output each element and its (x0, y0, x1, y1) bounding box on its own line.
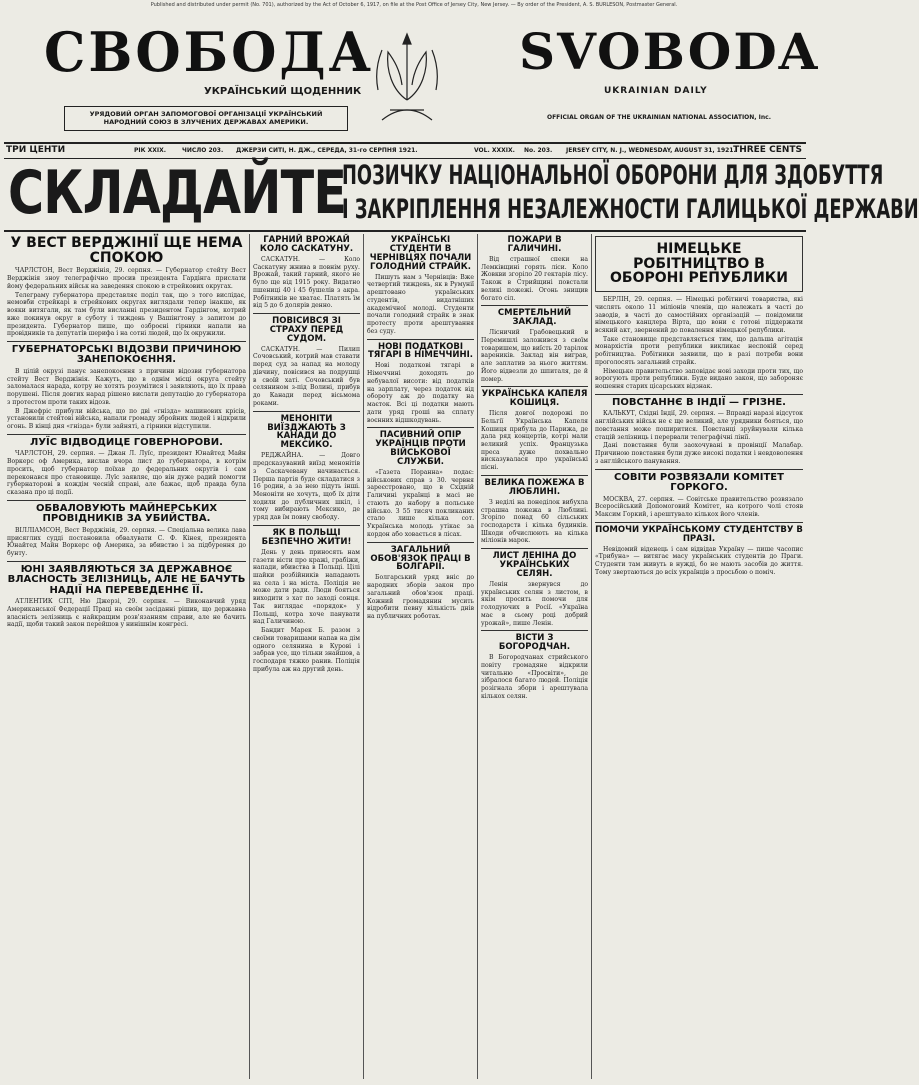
article-text: ЧАРЛСТОН, 29. серпня. — Джан Л. Луїс, президент Юнайтед Майн Воркерс оф Америка, вислав вчора лист до губернатора, в котрім просить, щоб губернатор поїхав до федеральних округів і сам переконався про становище. Луїс заявляє, що він дуже радий помогти губернаторові в кождім чесній справі, але бажає, щоб правда була сказана про ці події. (7, 450, 246, 497)
article-text: САСКАТУН. — Коло Саскатуну жнива в повнім руху. Врожай, такий гарний, якого не було ще від 1915 року. Видатно пшениці 40 і 45 бушелів з акра. Робітників не хватає. Платять їм від 5 до 6 долярів денно. (253, 255, 360, 310)
article-text: САСКАТУН. — Пилип Сочовський, котрий мав ставати перед суд за напад на молоду дівчину, повісився на подрушці в своїй хаті. Сочовський був селянином з-під Волині, прибув до Канади перед вісьмома роками. (253, 345, 360, 407)
column-4 (478, 234, 592, 1079)
article-text: Невідомий віденець і сам відвідав Україну — пише часопис «Трибуна» — витягає масу українських студентів до Праги. Студенти там живуть в нужді, бо не мають засобів до життя. Тому звертаються до всіх українців з просьбою о поміч. (595, 545, 803, 576)
masthead-subtitle-cyrillic: УКРАЇНСЬКИЙ ЩОДЕННИК (204, 86, 362, 97)
article-text: В цілій окрузі панує занепокоєння з причини відозви губернатора стейту Вест Верджінія. Кажуть, що в однім місці округа стейту заломалася нарада, котру не хотять розумітися і заявляють, що їх права порушені. Після довгих нарад рішено вислати депутацію до губернатора з протестом проти таких відозв. (7, 367, 246, 406)
article-text: Болгарський уряд вніс до народних зборів закон про загальний обов'язок праці. Кожний громадянин мусить відробити певну кількість днів на публичних роботах. (367, 574, 474, 621)
headline: ГУБЕРНАТОРСЬКІ ВІДОЗВИ ПРИЧИНОЮ ЗАНЕПОКОЄННЯ. (11, 343, 242, 366)
column-2 (250, 234, 364, 1079)
postal-permit-line: Published and distributed under permit (No. 701), authorized by the Act of October 6, 1917, on file at the Post Office of Jersey City, New Jersey. — By order of the President, A. S. BURLESON, Postmaster General. (150, 2, 678, 8)
headline: СОВІТИ РОЗВЯЗАЛИ КОМІТЕТ ГОРКОГО. (614, 471, 784, 494)
article-text: ЧАРЛСТОН, Вест Верджінія, 29. серпня. — Губернатор стейту Вест Верджінія зноу телеграфічно просив президента Гардінга прислати йому федеральних військ на заведення спокою в стрейкових округах. (7, 267, 246, 290)
banner-line-1: ПОЗИЧКУ НАЦІОНАЛЬНОЇ ОБОРОНИ ДЛЯ ЗДОБУТТЯ (342, 160, 884, 191)
divider (481, 386, 588, 387)
headline: ПОВСТАННЄ В ІНДІЇ — ГРІЗНЕ. (612, 396, 786, 408)
price-cyrillic: ТРИ ЦЕНТИ (6, 145, 66, 155)
banner-headline: СКЛАДАЙТЕ (8, 158, 347, 228)
article-text: Бандит Марек Б. разом з своїми товаришами напав на дім одного селянина в Курові і забрав усе, що тільки знайшов, а господаря тяжко ранив. Поліція прибула аж на другий день. (253, 627, 360, 673)
article-text: Після довгої подорожі по Бельгії Українська Капеля Кошиця прибула до Парижа, де дала ряд концертів, котрі мали великий успіх. Французька преса дуже похвально висказувалася про українські пісні. (481, 410, 588, 472)
article-text: БЕРЛІН, 29. серпня. — Німецькі робітничі товариства, які числять около 11 міліонів членів, що належать в часті до заводів, в часті до самостійних організацій — повідомили німецького канцлера Вірта, що вони є готові піддержати всякий акт, звернений до повалення німецької републики. (595, 296, 803, 334)
headline: ВІСТИ З БОГОРОДЧАН. (498, 633, 571, 653)
volume-latin: VOL. XXXIX. (474, 147, 515, 154)
headline: МЕНОНІТИ ВИЇЗДЖАЮТЬ З КАНАДИ ДО МЕКСИКО. (267, 413, 346, 451)
headline: ЗАГАЛЬНИЙ ОБОВ'ЯЗОК ПРАЦІ В БОЛГАРІЇ. (370, 544, 471, 573)
column-3 (364, 234, 478, 1079)
headline: ЮНІ ЗАЯВЛЯЮТЬСЯ ЗА ДЕРЖАВНОЄ ВЛАСНОСТЬ ЗЕЛІЗНИЦЬ, АЛЕ НЕ БАЧУТЬ НАДІЇ НА ПЕРЕВЕДЕННЄ ЇЇ. (7, 563, 246, 596)
article-text: Від страшної спеки на Лемківщині горять ліси. Коло Жовкви згоріло 20 гектарів лісу. Також в Стрийщині повстали великі пожежі. Огонь знищив богато сіл. (481, 255, 588, 302)
headline: НОВІ ПОДАТКОВІ ТЯГАРІ В НІМЕЧЧИНІ. (367, 341, 474, 361)
column-5 (592, 234, 806, 1079)
newspaper-page (4, 2, 919, 1082)
headline-box (595, 236, 803, 292)
article-text: Лісничий Грабовецький в Перемишлі заложився з своїм товаришем, що виїсть 20 тарілок вареників. Заклад він виграв, але заплатив за нього життям. Його відвезли до шпиталя, де й помер. (481, 329, 588, 383)
divider (7, 500, 246, 501)
column-1 (4, 234, 250, 1079)
divider (253, 313, 360, 314)
banner-line-2: І ЗАКРІПЛЕННЯ НЕЗАЛЕЖНОСТИ ГАЛИЦЬКОЇ ДЕРЖАВИ (342, 194, 919, 225)
trident-emblem-icon (372, 30, 442, 130)
headline: ПОВІСИВСЯ ЗІ СТРАХУ ПЕРЕД СУДОМ. (269, 315, 344, 344)
divider (253, 411, 360, 412)
place-date-latin: JERSEY CITY, N. J., WEDNESDAY, AUGUST 31, 1921. (566, 147, 736, 154)
divider (481, 548, 588, 549)
article-text: МОСКВА, 27. серпня. — Совітське правительство розвязало Всеросійський Допомоговий Комітет, на котрого чолі стояв Максим Горкий, і арештувало кількох його членів. (595, 495, 803, 518)
issue-number-cyrillic: ЧИСЛО 203. (182, 147, 224, 154)
headline: ЛУЇС ВІДВОДИЦЕ ГОВЕРНОРОВИ. (30, 436, 223, 448)
divider (253, 525, 360, 526)
divider (7, 341, 246, 342)
headline: НІМЕЦЬКЕ РОБІТНИЦТВО В ОБОРОНІ РЕПУБЛИКИ (610, 241, 788, 287)
divider (7, 561, 246, 562)
article-text: День у день приносять нам газети вісти про кражі, грабіжи, напади, вбивства в Польщі. Цілі шайки розбійників нападають на села і на міста. Поліція не може дати ради. Люди бояться виходити з хат по заході сонця. Так виглядає «порядок» у Польщі, котра хоче панувати над Галичиною. (253, 548, 360, 626)
official-organ-latin: OFFICIAL ORGAN OF THE UKRAINIAN NATIONAL ASSOCIATION, Inc. (546, 114, 772, 121)
headline: ПОМОЧИ УКРАЇНСЬКОМУ СТУДЕНТСТВУ В ПРАЗІ. (595, 524, 803, 544)
article-text: В Богородчанах стрийського повіту громадяне відкрили читальню «Просвіти», де зібралося багато людей. Поліція розігнала збори і арештувала кількох селян. (481, 654, 588, 700)
headline: ОБВАЛОВУЮТЬ МАЙНЕРСЬКИХ ПРОВІДНИКІВ ЗА УБИЙСТВА. (35, 502, 218, 525)
headline: ВЕЛИКА ПОЖЕЖА В ЛЮБЛИНІ. (484, 477, 585, 497)
article-text: З неділі на понеділок вибухла страшна пожежа в Люблині. Згоріло понад 60 сільських господарств і кілька будинків. Шкоди обчислюють на кілька міліонів марок. (481, 498, 588, 545)
masthead (4, 16, 820, 134)
article-text: ВІЛЛІАМСОН, Вест Верджінія, 29. серпня. — Спеціальна велика лава присяглих судді постановила обвалувати С. Ф. Кінея, президента Юнайтед Майн Воркерс оф Америка, за вбивство і за підбурення до бунту. (7, 526, 246, 557)
divider (367, 339, 474, 340)
article-text: Таке становище представляється тим, що дальша агітація монархістів проти републики викликає неспокій серед робітництва. Робітники заявили, що в разі потреби вони проголосять загальний страйк. (595, 335, 803, 366)
masthead-title-latin: SVOBODA (519, 22, 820, 81)
divider (595, 469, 803, 470)
front-banner (4, 158, 919, 232)
dateline-bar (4, 142, 806, 159)
headline: ЛИСТ ЛЕНІНА ДО УКРАЇНСЬКИХ СЕЛЯН. (492, 551, 577, 580)
masthead-title-cyrillic: СВОБОДА (44, 20, 374, 85)
headline: ПОЖАРИ В ГАЛИЧИНІ. (507, 235, 562, 254)
article-text: Пишуть нам з Чернівців: Вже четвертий тиждень, як в Румунії арештовано українських студентів, видатніших академічної молоді. Студенти почали голодний страйк в знак протесту проти арештування без суду. (367, 273, 474, 335)
divider (595, 522, 803, 523)
price-latin: THREE CENTS (733, 145, 802, 155)
headline: СМЕРТЕЛЬНИЙ ЗАКЛАД. (497, 308, 572, 328)
place-date-cyrillic: ДЖЕРЗИ СИТІ, Н. ДЖ., СЕРЕДА, 31-го СЕРПНЯ 1921. (236, 147, 418, 154)
article-text: «Газета Поранна» подає: військових справ з 30. червня зареєстровано, що в Східній Галичині українці в масі не стають до набору в польське військо. З 55 тисяч покликаних стало лише кілька сот. Українська молодь утікає за кордон або ховається в лісах. (367, 468, 474, 538)
divider (595, 394, 803, 395)
divider (367, 427, 474, 428)
issue-number-latin: No. 203. (524, 147, 553, 154)
article-text: КАЛЬКУТ, Східні Індії, 29. серпня. — Вправді наразі відсуток англійських військ не є ще великий, але урядники бояться, що повстання може поширитися. Повстанці зруйнували кілька стацій зелізниць і перервали телеграфічні лінії. (595, 410, 803, 441)
article-text: Дані повстання були заохочувані в провінції Малабар. Причиною повстання були дуже високі податки і невдоволення з англійського панування. (595, 442, 803, 465)
article-text: В Джефріс прибули війська, що по дві «гнізда» машинових крісів, установили стейтові війська, напали громаду збройних людей і відкрили огонь. В кінці дня «гнізда» були зайняті, а гірники відступили. (7, 407, 246, 431)
article-text: Ленін звернувся до українських селян з листом, в якім просить помочи для голодуючих в Росії. «Україна має в сьому році добрий урожай», пише Ленін. (481, 580, 588, 627)
divider (367, 542, 474, 543)
headline: ПАСИВНИЙ ОПІР УКРАЇНЦІВ ПРОТИ ВІЙСЬКОВОЇ СЛУЖБИ. (375, 430, 466, 468)
year-cyrillic: РІК XXIX. (134, 147, 167, 154)
article-text: Німецьке правительство заповідає нові заходи проти тих, що ворогують проти републики. Буде видано закон, що забороняє ношення старих цісарських відзнак. (595, 367, 803, 391)
divider (481, 305, 588, 306)
headline: УКРАЇНСЬКА КАПЕЛЯ КОШИЦЯ. (481, 389, 588, 409)
divider (481, 475, 588, 476)
article-text: Телеграму губернатора представляє поділ так, що з того вислідає, немовби стрейкарі в стрейкових округах виглядали тепер інакше, як вояки витягали, як там були висланні президентом Гардінгом, котрий вже покинув округ в суботу і тиждень у Вашінґтону з запитом до президента. Губернатор пише, що озброєні гірники напали на провідників та депутатів шерифа і на сотні людей, що їх окружили. (7, 291, 246, 338)
headline: ГАРНИЙ ВРОЖАЙ КОЛО САСКАТУНУ. (259, 235, 354, 254)
headline: У ВЕСТ ВЕРДЖІНІЇ ЩЕ НЕМА СПОКОЮ (10, 235, 243, 266)
headline: ЯК В ПОЛЬЩІ БЕЗПЕЧНО ЖИТИ! (261, 527, 352, 547)
official-organ-cyrillic: УРЯДОВИЙ ОРГАН ЗАПОМОГОВОЇ ОРГАНІЗАЦІЇ УКРАЇНСЬКИЙ НАРОДНИЙ СОЮЗ В ЗЛУЧЕНИХ ДЕРЖАВАХ АМЕРИКИ. (64, 106, 348, 131)
masthead-subtitle-latin: UKRAINIAN DAILY (604, 86, 708, 96)
article-text: Нові податкові тягарі в Німеччині доходять до небувалої висоти: від податків на зарплату, через податок від обороту аж до податку на маєток. Всі ці податки мають дати уряд гроші на сплату воєнних відшкодувань. (367, 362, 474, 424)
divider (7, 434, 246, 435)
article-text: АТЛЕНТИК СІТІ, Ню Джерзі, 29. серпня. — Виконавчий уряд Американської Федерації Праці на своїм засіданні рішив, що державна власність зелізниць є найкращим розв'язанням справи, але не бачить надії, щоби такий закон перейшов у нинішнім конгресі. (7, 598, 246, 629)
article-text: РЕДЖАЙНА. — Довго предсказуваний виїзд менонітів з Саскачевану начинається. Перша партія буде складатися з 16 родин, а за нею підуть інші. Меноніти не хочуть, щоб їх діти ходили до публичних шкіл, і тому вибирають Мексико, де уряд дав їм повну свободу. (253, 452, 360, 522)
divider (481, 630, 588, 631)
headline: УКРАЇНСЬКІ СТУДЕНТИ В ЧЕРНІВЦЯХ ПОЧАЛИ ГОЛОДНИЙ СТРАЙК. (369, 235, 472, 272)
